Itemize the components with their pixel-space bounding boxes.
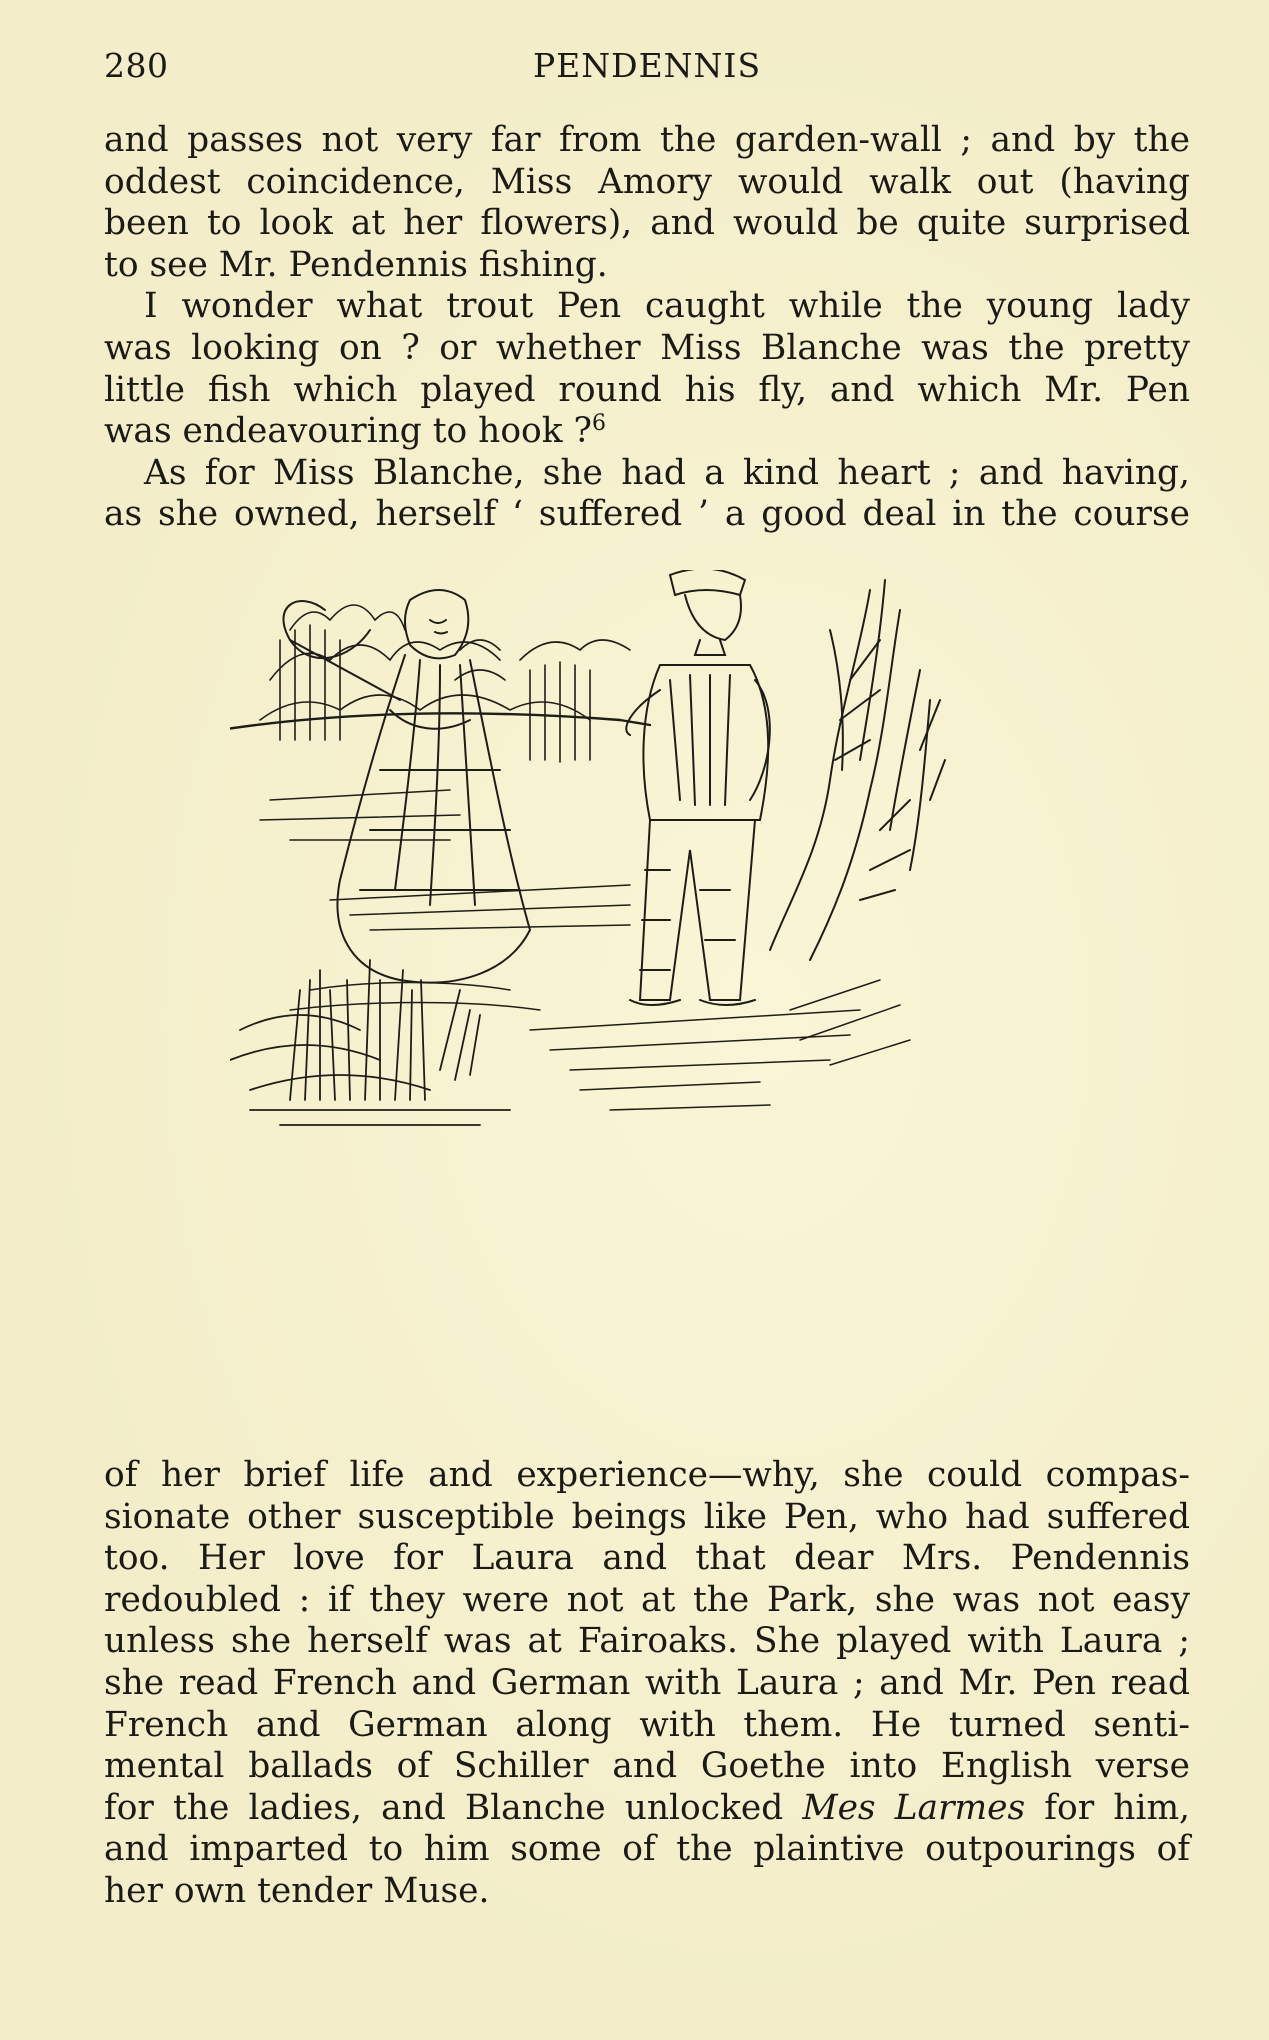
text-line: unless she herself was at Fairoaks. She played with Laura ;: [104, 1621, 1190, 1662]
text-line: and passes not very far from the garden-wall ; and by the: [104, 120, 1190, 160]
gentleman-figure-drawing: [626, 570, 770, 1005]
text-line: as she owned, herself ‘ suffered ’ a good deal in the course: [104, 494, 1190, 535]
text-line: little fish which played round his fly, and which Mr. Pen: [104, 369, 1190, 410]
footnote-marker: 6: [591, 411, 606, 437]
text-line: oddest coincidence, Miss Amory would walk out (having: [104, 161, 1190, 202]
text-line: and imparted to him some of the plaintive outpourings of: [104, 1829, 1190, 1870]
text-line: her own tender Muse.: [104, 1870, 490, 1911]
text-fragment: for the ladies, and Blanche unlocked: [104, 1787, 803, 1828]
fishing-engraving-illustration: [230, 570, 1040, 1420]
bottom-text-block: [104, 1455, 1190, 1913]
italic-book-title: Mes Larmes: [802, 1787, 1026, 1828]
text-line: to see Mr. Pendennis fishing.: [104, 244, 608, 285]
engraving-image: [230, 570, 1040, 1420]
text-line: redoubled : if they were not at the Park, she was not easy: [104, 1579, 1190, 1620]
text-line: she read French and German with Laura ; and Mr. Pen read: [104, 1662, 1190, 1703]
top-text-block: [104, 120, 1190, 536]
page-number: 280: [104, 46, 169, 85]
paragraph-1: [104, 120, 1190, 286]
running-title: PENDENNIS: [532, 46, 762, 85]
paragraph-4: [104, 1455, 1190, 1913]
text-line: mental ballads of Schiller and Goethe into English verse: [104, 1746, 1190, 1787]
paragraph-2: [104, 286, 1190, 452]
text-line: sionate other susceptible beings like Pen, who had suffered: [104, 1496, 1190, 1537]
text-line: of her brief life and experience—why, she could compas-: [104, 1455, 1190, 1495]
tree-drawing: [770, 580, 945, 960]
foliage-drawing: [260, 605, 630, 762]
text-line: I wonder what trout Pen caught while the young lady: [144, 286, 1190, 327]
text-line: French and German along with them. He turned senti-: [104, 1704, 1190, 1745]
text-line-with-italic-title: [104, 1788, 1190, 1830]
running-head: [104, 40, 1190, 92]
text-line: too. Her love for Laura and that dear Mrs. Pendennis: [104, 1538, 1190, 1579]
paragraph-3: [104, 453, 1190, 536]
text-line: As for Miss Blanche, she had a kind heart ; and having,: [144, 452, 1190, 493]
text-line-with-footnote: [104, 411, 1190, 453]
lady-figure-drawing: [283, 590, 530, 983]
text-fragment: was endeavouring to hook ?: [104, 411, 592, 452]
ground-water-drawing: [260, 790, 910, 1110]
text-fragment: for him,: [1025, 1787, 1190, 1828]
text-line: been to look at her flowers), and would be quite surprised: [104, 203, 1190, 244]
text-line: was looking on ? or whether Miss Blanche was the pretty: [104, 327, 1190, 368]
